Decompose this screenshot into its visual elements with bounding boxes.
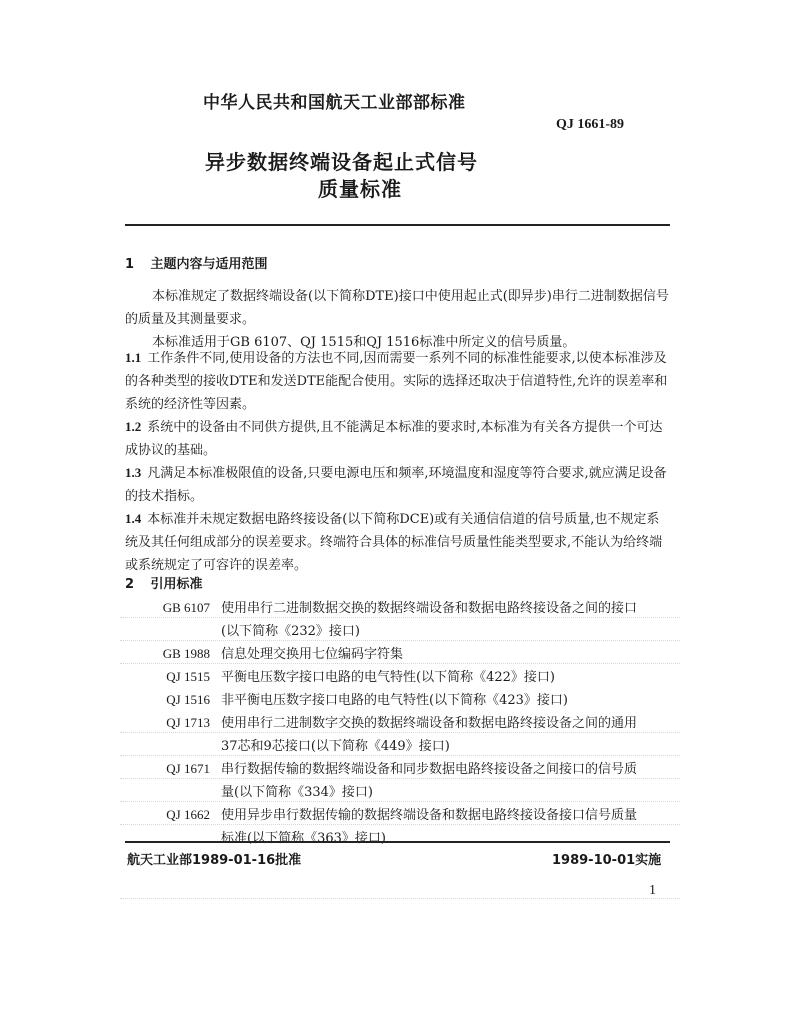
- reference-code: QJ 1671: [166, 761, 210, 776]
- section-number: 1: [125, 257, 135, 272]
- reference-code: GB 1988: [162, 646, 210, 661]
- scan-line: [120, 732, 680, 733]
- reference-code: GB 6107: [162, 600, 210, 615]
- section-title: 引用标准: [150, 577, 203, 592]
- clause-1-2: [125, 415, 670, 462]
- reference-code: QJ 1662: [166, 807, 210, 822]
- scan-line: [120, 755, 680, 756]
- scan-line: [120, 824, 680, 825]
- reference-title-line1: 信息处理交换用七位编码字符集: [221, 647, 404, 662]
- clause-text: 系统中的设备由不同供方提供,且不能满足本标准的要求时,本标准为有关各方提供一个可达成协议的基础。: [125, 420, 663, 458]
- clause-number: 1.4: [125, 511, 142, 526]
- section-1-heading: [125, 253, 268, 272]
- scan-line: [120, 778, 680, 779]
- header-rule: [125, 224, 670, 226]
- section-2-heading: [125, 573, 203, 592]
- reference-entry: [221, 689, 673, 712]
- standard-code: QJ 1661-89: [556, 117, 625, 132]
- scan-line: [120, 801, 680, 802]
- scan-line: [120, 617, 680, 618]
- approval-date: 航天工业部1989-01-16批准: [127, 853, 302, 868]
- clause-text: 工作条件不同,使用设备的方法也不同,因而需要一系列不同的标准性能要求,以使本标准涉及的各种类型的接收DTE和发送DTE能配合使用。实际的选择还取决于信道特性,允许的误差率和系统的经济性等因素。: [125, 351, 668, 412]
- reference-code: QJ 1713: [166, 715, 210, 730]
- reference-entry: [221, 666, 673, 689]
- paragraph-text: 本标准规定了数据终端设备(以下简称DTE)接口中使用起止式(即异步)串行二进制数据信号的质量及其测量要求。: [125, 289, 669, 327]
- page-number: 1: [649, 883, 656, 898]
- footer-rule: [125, 841, 670, 843]
- reference-entry: [221, 758, 673, 804]
- clause-1-3: [125, 461, 670, 508]
- implementation-date: 1989-10-01实施: [552, 853, 662, 868]
- reference-title-line1: 使用串行二进制数据交换的数据终端设备和数据电路终接设备之间的接口: [221, 601, 638, 616]
- intro-paragraph-1: [125, 285, 670, 331]
- section-title: 主题内容与适用范围: [150, 257, 268, 272]
- reference-entry: [221, 804, 673, 850]
- reference-title-line2: 37芯和9芯接口(以下简称《449》接口): [221, 739, 450, 754]
- clause-number: 1.1: [125, 350, 142, 365]
- reference-title-line2: 量(以下简称《334》接口): [221, 785, 373, 800]
- clause-1-1: [125, 346, 670, 416]
- clause-number: 1.2: [125, 419, 142, 434]
- reference-entry: [221, 597, 673, 643]
- document-title-line1: 异步数据终端设备起止式信号: [205, 150, 478, 174]
- reference-title-line1: 串行数据传输的数据终端设备和同步数据电路终接设备之间接口的信号质: [221, 762, 638, 777]
- reference-title-line1: 平衡电压数字接口电路的电气特性(以下简称《422》接口): [221, 670, 555, 685]
- section-number: 2: [125, 577, 135, 592]
- scan-line: [120, 640, 680, 641]
- reference-title-line1: 使用异步串行数据传输的数据终端设备和数据电路终接设备接口信号质量: [221, 808, 638, 823]
- clause-1-4: [125, 507, 670, 577]
- scan-line: [120, 663, 680, 664]
- clause-number: 1.3: [125, 465, 142, 480]
- scan-line: [120, 898, 680, 899]
- reference-code: QJ 1515: [166, 669, 210, 684]
- reference-title-line1: 非平衡电压数字接口电路的电气特性(以下简称《423》接口): [221, 693, 568, 708]
- paragraph-text: 本标准适用于GB 6107、QJ 1515和QJ 1516标准中所定义的信号质量。: [152, 335, 576, 350]
- clause-text: 凡满足本标准极限值的设备,只要电源电压和频率,环境温度和湿度等符合要求,就应满足设备的技术指标。: [125, 466, 667, 504]
- reference-title-line1: 使用串行二进制数字交换的数据终端设备和数据电路终接设备之间的通用: [221, 716, 638, 731]
- issuing-organization: 中华人民共和国航天工业部部标准: [203, 93, 466, 113]
- reference-title-line2: 标准(以下简称《363》接口): [221, 831, 386, 846]
- reference-entry: [221, 712, 673, 758]
- reference-title-line2: (以下简称《232》接口): [221, 624, 360, 639]
- clause-text: 本标准并未规定数据电路终接设备(以下简称DCE)或有关通信信道的信号质量,也不规定系统及其任何组成部分的误差要求。终端符合具体的标准信号质量性能类型要求,不能认为给终端或系统规定了可容许的误差率。: [125, 512, 663, 573]
- document-title-line2: 质量标准: [318, 177, 402, 201]
- reference-code: QJ 1516: [166, 692, 210, 707]
